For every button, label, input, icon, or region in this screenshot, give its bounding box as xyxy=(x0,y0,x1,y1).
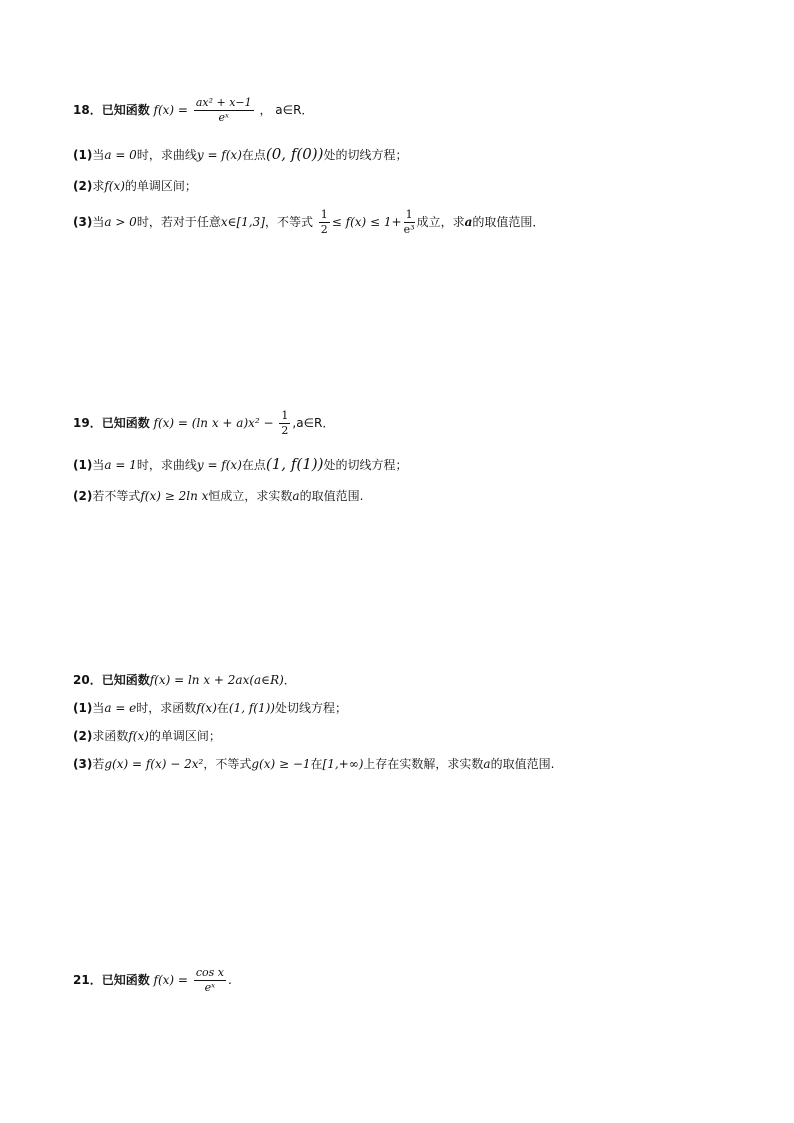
q20-part-2 xyxy=(73,728,221,744)
q21-suffix: . xyxy=(227,973,232,987)
q19-p2-text-b: 恒成立，求实数 xyxy=(208,489,293,503)
q20-p2-tag: (2) xyxy=(73,729,93,743)
q19-fraction-denominator: 2 xyxy=(281,424,289,437)
q19-suffix: ,a∈R． xyxy=(292,416,335,430)
q19-p2-inequality: f(x) ≥ 2ln x xyxy=(140,489,209,503)
q18-p3-range: x∈[1,3] xyxy=(220,215,265,229)
q20-p1-tag: (1) xyxy=(73,701,93,715)
q20-p3-var: a xyxy=(483,757,491,771)
question-18-stem xyxy=(73,96,313,125)
q18-p3-e3-numerator: 1 xyxy=(405,208,413,221)
q18-p3-half-numerator: 1 xyxy=(320,208,328,221)
q20-p3-text-d: 上存在实数解，求实数 xyxy=(363,757,484,771)
q19-p1-text-d: 处的切线方程； xyxy=(323,458,408,472)
q19-p2-text-c: 的取值范围. xyxy=(299,489,364,503)
q18-p3-condition: a > 0 xyxy=(104,215,137,229)
q20-p1-text-a: 当 xyxy=(92,701,105,715)
q19-part-2 xyxy=(73,488,363,504)
q20-p1-condition: a = e xyxy=(104,701,137,715)
q20-p1-point: (1, f(1)) xyxy=(228,701,275,715)
q21-fraction-denominator: eˣ xyxy=(204,981,216,994)
question-19-stem xyxy=(73,409,334,438)
q18-part-2 xyxy=(73,178,197,194)
q19-p2-tag: (2) xyxy=(73,489,93,503)
q18-p3-text-e: 的取值范围． xyxy=(472,215,545,229)
q18-p3-inequality: ≤ f(x) ≤ 1+ xyxy=(331,215,402,229)
q19-p1-curve: y = f(x) xyxy=(196,458,242,472)
q18-p1-text-c: 在点 xyxy=(241,148,266,162)
q19-p2-var: a xyxy=(292,489,300,503)
q18-p2-tag: (2) xyxy=(73,179,93,193)
q20-p3-text-a: 若 xyxy=(92,757,105,771)
q19-p1-text-b: 时，求曲线 xyxy=(136,458,197,472)
q20-p3-tag: (3) xyxy=(73,757,93,771)
q19-function: f(x) = (ln x + a)x² − xyxy=(153,416,274,430)
q18-p1-tag: (1) xyxy=(73,148,93,162)
q18-p1-point: (0, f(0)) xyxy=(265,145,324,163)
q20-part-3 xyxy=(73,756,554,772)
q20-suffix: ． xyxy=(283,673,296,687)
q20-part-1 xyxy=(73,700,347,716)
q20-p3-inequality: g(x) ≥ −1 xyxy=(251,757,311,771)
q20-p2-text-a: 求函数 xyxy=(92,729,129,743)
q21-prefix: 21．已知函数 xyxy=(73,973,150,987)
q20-p2-text-b: 的单调区间； xyxy=(148,729,221,743)
q18-p2-fx: f(x) xyxy=(104,179,125,193)
q18-p3-text-d: 成立，求 xyxy=(416,215,465,229)
q20-p3-text-e: 的取值范围. xyxy=(490,757,555,771)
q21-fraction-numerator: cos x xyxy=(195,966,224,979)
q20-p1-text-d: 处切线方程； xyxy=(274,701,347,715)
q19-p1-text-a: 当 xyxy=(92,458,105,472)
q18-fraction-numerator: ax² + x−1 xyxy=(195,96,252,109)
q20-p3-text-c: 在 xyxy=(310,757,323,771)
q18-part-3 xyxy=(73,208,544,237)
q19-fraction xyxy=(279,409,290,438)
q20-p2-fx: f(x) xyxy=(128,729,149,743)
q18-p3-tag: (3) xyxy=(73,215,93,229)
q18-p3-var: a xyxy=(464,215,473,229)
q18-p3-fraction-e3 xyxy=(404,208,415,237)
q19-p1-text-c: 在点 xyxy=(241,458,266,472)
q18-fraction-denominator: eˣ xyxy=(218,111,229,124)
q20-function: f(x) = ln x + 2ax(a∈R) xyxy=(149,673,284,687)
q18-p3-text-c: ，不等式 xyxy=(264,215,313,229)
q21-fraction xyxy=(194,966,226,995)
q19-p1-condition: a = 1 xyxy=(104,458,137,472)
q18-suffix: ， a∈R． xyxy=(259,103,314,117)
q18-fn-lhs: f(x) = xyxy=(153,103,188,117)
q18-p3-e3-denominator: e³ xyxy=(403,223,415,236)
q19-fraction-numerator: 1 xyxy=(281,409,289,422)
q18-p1-curve: y = f(x) xyxy=(196,148,242,162)
q20-p1-text-b: 时，求函数 xyxy=(136,701,197,715)
question-20-stem xyxy=(73,672,296,688)
q18-p1-text-d: 处的切线方程； xyxy=(323,148,408,162)
q20-prefix: 20．已知函数 xyxy=(73,673,150,687)
q19-p1-point: (1, f(1)) xyxy=(265,455,324,473)
q18-p1-text-a: 当 xyxy=(92,148,105,162)
q19-p2-text-a: 若不等式 xyxy=(92,489,141,503)
q18-p3-fraction-half xyxy=(319,208,330,237)
q19-prefix: 19．已知函数 xyxy=(73,416,150,430)
q18-p1-condition: a = 0 xyxy=(104,148,137,162)
q18-part-1 xyxy=(73,146,408,163)
q18-p3-text-a: 当 xyxy=(92,215,105,229)
q19-p1-tag: (1) xyxy=(73,458,93,472)
question-21-stem xyxy=(73,966,232,995)
q18-p1-text-b: 时，求曲线 xyxy=(136,148,197,162)
q20-p3-text-b: ，不等式 xyxy=(203,757,252,771)
q20-p3-interval: [1,+∞) xyxy=(322,757,364,771)
q18-p2-text-a: 求 xyxy=(92,179,105,193)
q21-fn-lhs: f(x) = xyxy=(153,973,188,987)
q20-p1-fx: f(x) xyxy=(196,701,217,715)
q19-part-1 xyxy=(73,456,408,473)
q18-prefix: 18．已知函数 xyxy=(73,103,150,117)
q18-p2-text-b: 的单调区间； xyxy=(124,179,197,193)
q20-p3-g-def: g(x) = f(x) − 2x² xyxy=(104,757,204,771)
q20-p1-text-c: 在 xyxy=(216,701,229,715)
q18-p3-half-denominator: 2 xyxy=(320,223,328,236)
q18-fraction xyxy=(194,96,254,125)
q18-p3-text-b: 时，若对于任意 xyxy=(136,215,221,229)
